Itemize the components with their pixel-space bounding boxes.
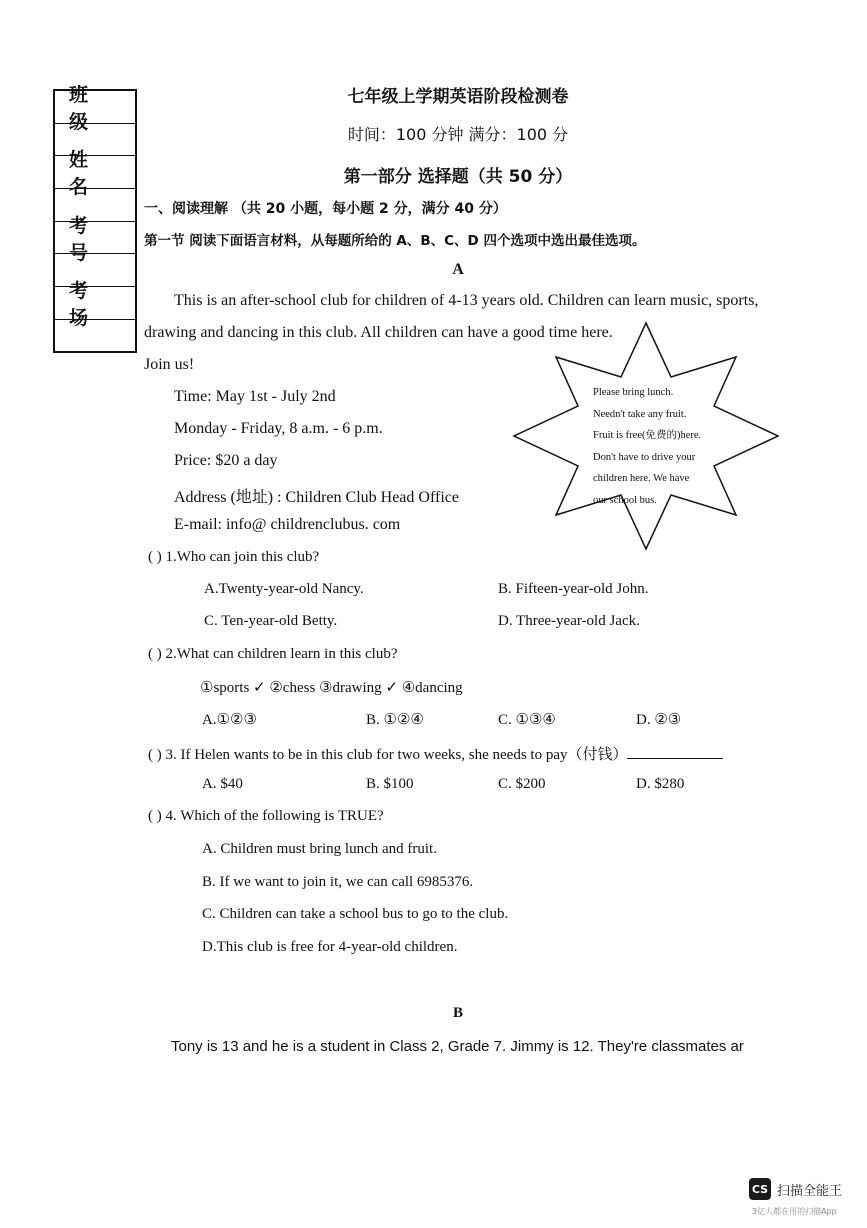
question-4-option-b[interactable]: B. If we want to join it, we can call 6985376. bbox=[202, 874, 474, 890]
question-1-stem: ( ) 1.Who can join this club? bbox=[148, 549, 320, 565]
question-1-option-c[interactable]: C. Ten-year-old Betty. bbox=[204, 613, 338, 629]
club-price: Price: $20 a day bbox=[174, 452, 278, 469]
question-3-option-d[interactable]: D. $280 bbox=[636, 776, 685, 792]
name-label: 姓 名 bbox=[55, 156, 135, 189]
part-heading: 第一部分 选择题（共 50 分） bbox=[343, 167, 573, 187]
club-days: Monday - Friday, 8 a.m. - 6 p.m. bbox=[174, 420, 383, 437]
star-note-line: Fruit is free(免费的)here. bbox=[593, 430, 702, 441]
star-note bbox=[593, 382, 733, 511]
club-email: E-mail: info@ childrenclubus. com bbox=[174, 516, 401, 533]
club-address: Address (地址) : Children Club Head Office bbox=[174, 489, 459, 506]
star-note-line: Needn't take any fruit. bbox=[593, 408, 687, 420]
question-3-stem bbox=[148, 743, 723, 764]
scanner-logo-icon: CS bbox=[749, 1178, 771, 1200]
star-note-line: our school bus. bbox=[593, 494, 657, 506]
scanner-watermark bbox=[749, 1178, 842, 1200]
question-4-option-c[interactable]: C. Children can take a school bus to go to the club. bbox=[202, 906, 509, 922]
join-us: Join us! bbox=[144, 356, 195, 373]
question-2-items: ①sports ✓ ②chess ③drawing ✓ ④dancing bbox=[200, 680, 463, 696]
passage-a-line2: drawing and dancing in this club. All children can have a good time here. bbox=[144, 324, 613, 341]
club-time: Time: May 1st - July 2nd bbox=[174, 388, 336, 405]
section-title: 一、阅读理解 （共 20 小题，每小题 2 分，满分 40 分） bbox=[144, 201, 507, 217]
question-4-stem: ( ) 4. Which of the following is TRUE? bbox=[148, 808, 384, 824]
question-3-option-a[interactable]: A. $40 bbox=[202, 776, 243, 792]
question-2-option-d[interactable]: D. ②③ bbox=[636, 712, 682, 728]
exam-time: 时间：100 分钟 满分：100 分 bbox=[347, 125, 569, 144]
question-2-option-a[interactable]: A.①②③ bbox=[202, 712, 257, 728]
question-1-option-a[interactable]: A.Twenty-year-old Nancy. bbox=[204, 581, 364, 597]
question-4-option-a[interactable]: A. Children must bring lunch and fruit. bbox=[202, 841, 437, 857]
question-3-option-b[interactable]: B. $100 bbox=[366, 776, 414, 792]
question-2-option-b[interactable]: B. ①②④ bbox=[366, 712, 424, 728]
question-1-option-d[interactable]: D. Three-year-old Jack. bbox=[498, 613, 640, 629]
question-3-option-c[interactable]: C. $200 bbox=[498, 776, 546, 792]
exam-room-label: 考 场 bbox=[55, 287, 135, 320]
exam-title: 七年级上学期英语阶段检测卷 bbox=[347, 87, 569, 107]
question-1-option-b[interactable]: B. Fifteen-year-old John. bbox=[498, 581, 649, 597]
star-note-line: Please bring lunch. bbox=[593, 387, 674, 398]
star-note-line: Don't have to drive your bbox=[593, 451, 696, 463]
star-note-line: children here. We have bbox=[593, 473, 690, 484]
question-3-text: ( ) 3. If Helen wants to be in this club for two weeks, she needs to pay（付钱） bbox=[148, 747, 628, 763]
exam-number-label: 考 号 bbox=[55, 222, 135, 255]
section-subtitle: 第一节 阅读下面语言材料，从每题所给的 A、B、C、D 四个选项中选出最佳选项。 bbox=[144, 233, 646, 249]
question-4-option-d[interactable]: D.This club is free for 4-year-old children. bbox=[202, 939, 458, 955]
class-label: 班 级 bbox=[55, 91, 135, 124]
question-2-stem: ( ) 2.What can children learn in this club? bbox=[148, 646, 398, 662]
passage-a-line1: This is an after-school club for children of 4-13 years old. Children can learn music, sports, bbox=[174, 292, 759, 309]
question-2-option-c[interactable]: C. ①③④ bbox=[498, 712, 556, 728]
passage-b-label: B bbox=[452, 1005, 463, 1021]
passage-a-label: A bbox=[452, 261, 464, 278]
scanner-tagline: 3亿人都在用的扫描App bbox=[752, 1207, 837, 1216]
answer-blank[interactable] bbox=[627, 744, 723, 759]
scanner-name: 扫描全能王 bbox=[777, 1183, 843, 1199]
student-info-box bbox=[53, 83, 137, 353]
passage-b-line1: Tony is 13 and he is a student in Class 2, Grade 7. Jimmy is 12. They're classmates ar bbox=[171, 1038, 744, 1055]
